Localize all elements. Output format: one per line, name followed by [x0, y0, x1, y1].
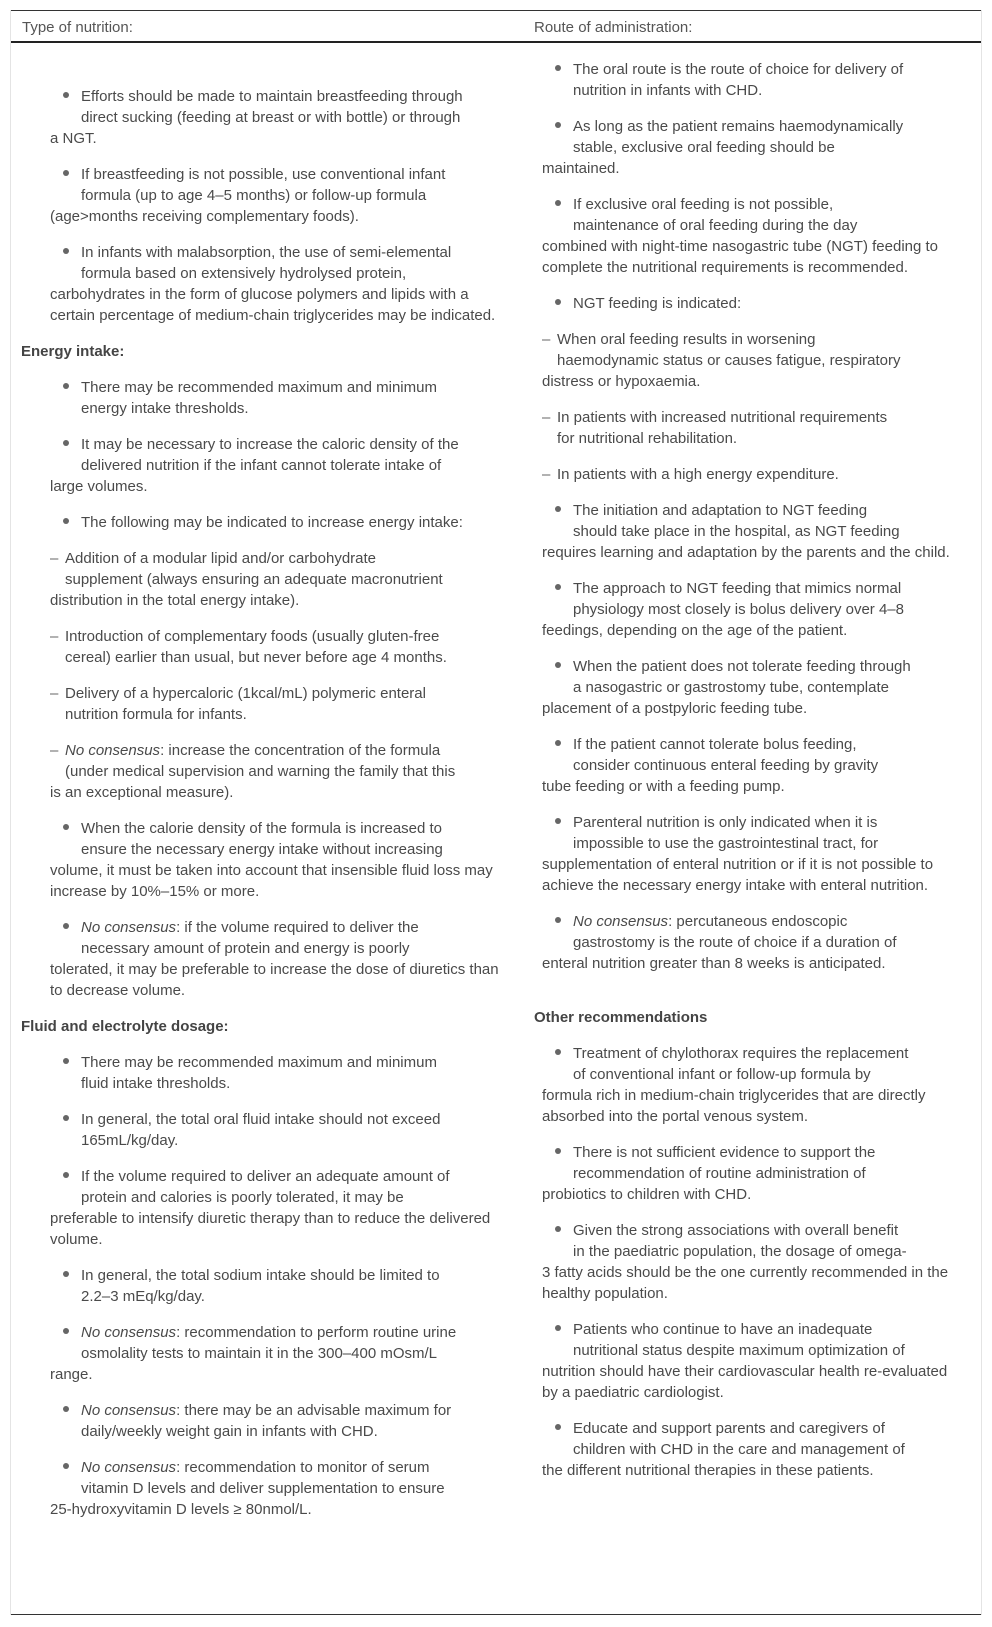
bullet-icon — [552, 1142, 573, 1163]
bullet-icon — [60, 86, 81, 107]
list-item: When the patient does not tolerate feeding through a nasogastric or gastrostomy tube, contemplate placement of a postpyloric feeding tube. — [542, 658, 911, 717]
header-route-of-administration: Route of administration: — [534, 19, 693, 36]
bullet-icon — [60, 1400, 81, 1421]
list-item: No consensus: if the volume required to deliver the necessary amount of protein and energy is poorly tolerated, it may be preferable to increase the dose of diuretics than to decrease volume. — [50, 919, 499, 999]
sub-list-item: –Delivery of a hypercaloric (1kcal/mL) polymeric enteral nutrition formula for infants. — [50, 683, 506, 725]
sub-list-item: –No consensus: increase the concentration of the formula (under medical supervision and warning the family that this is an exceptional measure). — [50, 740, 506, 803]
table-bottom-rule — [11, 1614, 981, 1615]
list-item: No consensus: there may be an advisable maximum for daily/weekly weight gain in infants with CHD. — [60, 1400, 506, 1442]
sub-list-item: –Addition of a modular lipid and/or carbohydrate supplement (always ensuring an adequate macronutrient distribution in the total energy intake). — [50, 548, 506, 611]
sub-list-item: –In patients with increased nutritional requirements for nutritional rehabilitation. — [542, 407, 964, 449]
bullet-icon — [60, 1166, 81, 1187]
section-title-other-recommendations: Other recommendations — [534, 1009, 708, 1026]
bullet-icon — [60, 1109, 81, 1130]
bullet-icon — [552, 116, 573, 137]
header-type-of-nutrition: Type of nutrition: — [22, 19, 133, 36]
bullet-icon — [552, 734, 573, 755]
left-column — [21, 86, 506, 1535]
right-column — [534, 59, 964, 1496]
section-title-energy-intake: Energy intake: — [21, 343, 125, 360]
list-item: Parenteral nutrition is only indicated when it is impossible to use the gastrointestinal tract, for supplementation of enteral nutrition or if it is not possible to achieve the necessary energy intake with enteral nutrition. — [542, 814, 934, 894]
bullet-icon — [552, 812, 573, 833]
list-item: No consensus: recommendation to monitor of serum vitamin D levels and deliver supplementation to ensure 25-hydroxyvitamin D levels ≥ 80nmol/L. — [50, 1459, 445, 1518]
bullet-icon — [60, 512, 81, 533]
dash-icon — [50, 683, 65, 704]
list-item: If the patient cannot tolerate bolus feeding, consider continuous enteral feeding by gravity tube feeding or with a feeding pump. — [542, 736, 879, 795]
list-item: There may be recommended maximum and minimum energy intake thresholds. — [60, 377, 506, 419]
bullet-icon — [552, 1319, 573, 1340]
bullet-icon — [60, 242, 81, 263]
bullet-icon — [552, 1418, 573, 1439]
bullet-icon — [552, 59, 573, 80]
bullet-icon — [552, 293, 573, 314]
bullet-icon — [60, 917, 81, 938]
section-title-fluid-electrolyte: Fluid and electrolyte dosage: — [21, 1018, 229, 1035]
bullet-icon — [552, 578, 573, 599]
list-item: When the calorie density of the formula is increased to ensure the necessary energy intake without increasing volume, it must be taken into account that insensible fluid loss may increase by 10%–15% or more. — [50, 820, 493, 900]
list-item: If exclusive oral feeding is not possible, maintenance of oral feeding during the day combined with night-time nasogastric tube (NGT) feeding to complete the nutritional requirements is recommended. — [542, 196, 939, 276]
bullet-icon — [552, 500, 573, 521]
sub-list-item: –In patients with a high energy expenditure. — [542, 464, 964, 485]
list-item: No consensus: percutaneous endoscopic gastrostomy is the route of choice if a duration of enteral nutrition greater than 8 weeks is anticipated. — [542, 913, 897, 972]
dash-icon — [50, 626, 65, 647]
list-item: In general, the total sodium intake should be limited to 2.2–3 mEq/kg/day. — [60, 1265, 506, 1307]
list-item: As long as the patient remains haemodynamically stable, exclusive oral feeding should be maintained. — [542, 118, 904, 177]
list-item: If breastfeeding is not possible, use conventional infant formula (up to age 4–5 months) or follow-up formula (age>months receiving complementary foods). — [50, 166, 446, 225]
dash-icon — [542, 464, 557, 485]
list-item: No consensus: recommendation to perform routine urine osmolality tests to maintain it in the 300–400 mOsm/L range. — [50, 1324, 457, 1383]
bullet-icon — [60, 1052, 81, 1073]
table-top-rule — [11, 10, 981, 11]
bullet-icon — [60, 1265, 81, 1286]
list-item: In infants with malabsorption, the use of semi-elemental formula based on extensively hydrolysed protein, carbohydrates in the form of glucose polymers and lipids with a certain percentage of medium-chain triglycerides may be indicated. — [50, 244, 496, 324]
table-header-rule — [11, 41, 981, 43]
bullet-icon — [552, 656, 573, 677]
bullet-icon — [60, 377, 81, 398]
list-item: Treatment of chylothorax requires the replacement of conventional infant or follow-up formula by formula rich in medium-chain triglycerides that are directly absorbed into the portal venous system. — [542, 1045, 926, 1125]
bullet-icon — [60, 434, 81, 455]
bullet-icon — [60, 1322, 81, 1343]
list-item: If the volume required to deliver an adequate amount of protein and calories is poorly tolerated, it may be preferable to intensify diuretic therapy than to reduce the delivered volume. — [50, 1168, 491, 1248]
bullet-icon — [552, 1043, 573, 1064]
dash-icon — [50, 548, 65, 569]
list-item: The following may be indicated to increase energy intake: — [60, 512, 506, 533]
dash-icon — [542, 407, 557, 428]
dash-icon — [50, 740, 65, 761]
bullet-icon — [60, 818, 81, 839]
dash-icon — [542, 329, 557, 350]
list-item: The initiation and adaptation to NGT feeding should take place in the hospital, as NGT feeding requires learning and adaptation by the parents and the child. — [542, 502, 950, 561]
nutrition-table — [10, 10, 982, 1615]
list-item: Educate and support parents and caregivers of children with CHD in the care and management of the different nutritional therapies in these patients. — [542, 1420, 905, 1479]
bullet-icon — [552, 1220, 573, 1241]
list-item: The oral route is the route of choice for delivery of nutrition in infants with CHD. — [552, 59, 964, 101]
list-item: In general, the total oral fluid intake should not exceed 165mL/kg/day. — [60, 1109, 506, 1151]
list-item: The approach to NGT feeding that mimics normal physiology most closely is bolus delivery over 4–8 feedings, depending on the age of the patient. — [542, 580, 904, 639]
sub-list-item: –Introduction of complementary foods (usually gluten-free cereal) earlier than usual, but never before age 4 months. — [50, 626, 506, 668]
sub-list-item: –When oral feeding results in worsening haemodynamic status or causes fatigue, respiratory distress or hypoxaemia. — [542, 329, 964, 392]
bullet-icon — [60, 1457, 81, 1478]
list-item: There is not sufficient evidence to support the recommendation of routine administration of probiotics to children with CHD. — [542, 1144, 876, 1203]
list-item: There may be recommended maximum and minimum fluid intake thresholds. — [60, 1052, 506, 1094]
bullet-icon — [552, 911, 573, 932]
list-item: Given the strong associations with overall benefit in the paediatric population, the dosage of omega- 3 fatty acids should be the one currently recommended in the healthy population. — [542, 1222, 949, 1302]
list-item: Patients who continue to have an inadequate nutritional status despite maximum optimization of nutrition should have their cardiovascular health re-evaluated by a paediatric cardiologist. — [542, 1321, 948, 1401]
list-item: Efforts should be made to maintain breastfeeding through direct sucking (feeding at breast or with bottle) or through a NGT. — [50, 88, 463, 147]
bullet-icon — [60, 164, 81, 185]
list-item: NGT feeding is indicated: — [552, 293, 964, 314]
list-item: It may be necessary to increase the caloric density of the delivered nutrition if the infant cannot tolerate intake of large volumes. — [50, 436, 459, 495]
bullet-icon — [552, 194, 573, 215]
